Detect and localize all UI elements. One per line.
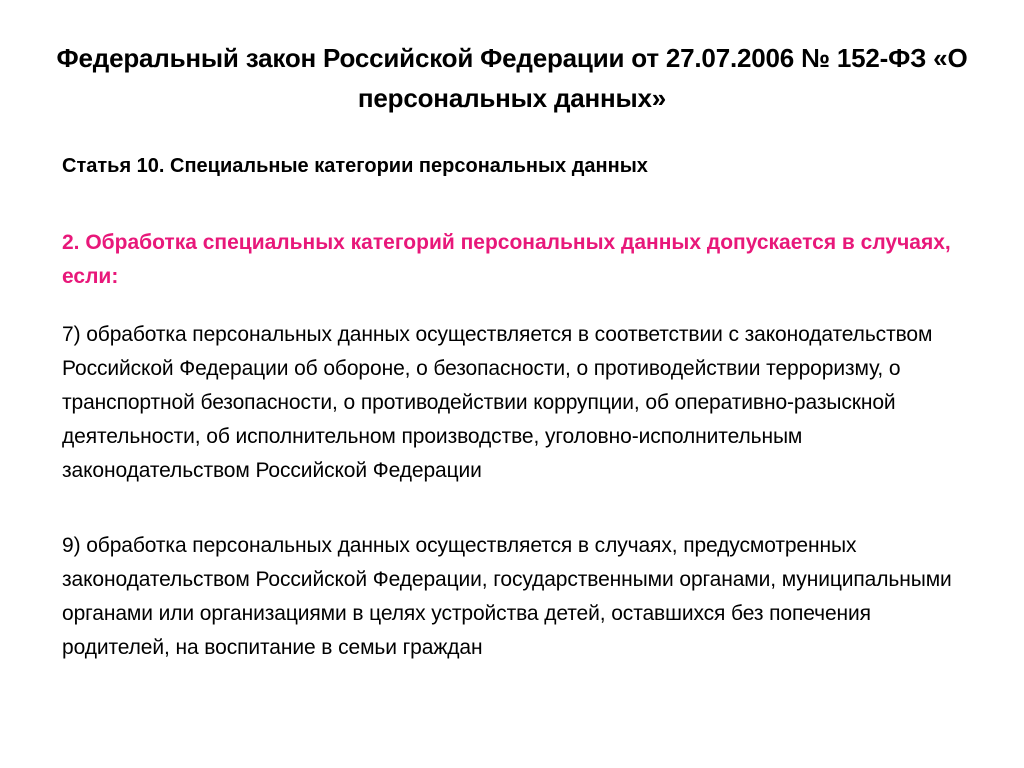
- slide-title: Федеральный закон Российской Федерации от 27.07.2006 № 152-ФЗ «О персональных данных»: [56, 43, 968, 113]
- list-item-7: 7) обработка персональных данных осуществляется в соответствии с законодательством Российской Федерации об обороне, о безопасности, о противодействии терроризму, о транспортной безопасности, о противодействии коррупции, об оперативно-разыскной деятельности, об исполнительном производстве, уголовно-исполнительным законодательством Российской Федерации: [62, 323, 933, 482]
- article-heading: Статья 10. Специальные категории персональных данных: [62, 155, 648, 177]
- list-item-9: 9) обработка персональных данных осуществляется в случаях, предусмотренных законодательством Российской Федерации, государственными органами, муниципальными органами или организациями в целях устройства детей, оставшихся без попечения родителей, на воспитание в семьи граждан: [62, 534, 952, 659]
- clause-heading: 2. Обработка специальных категорий персональных данных допускается в случаях, если:: [62, 231, 951, 288]
